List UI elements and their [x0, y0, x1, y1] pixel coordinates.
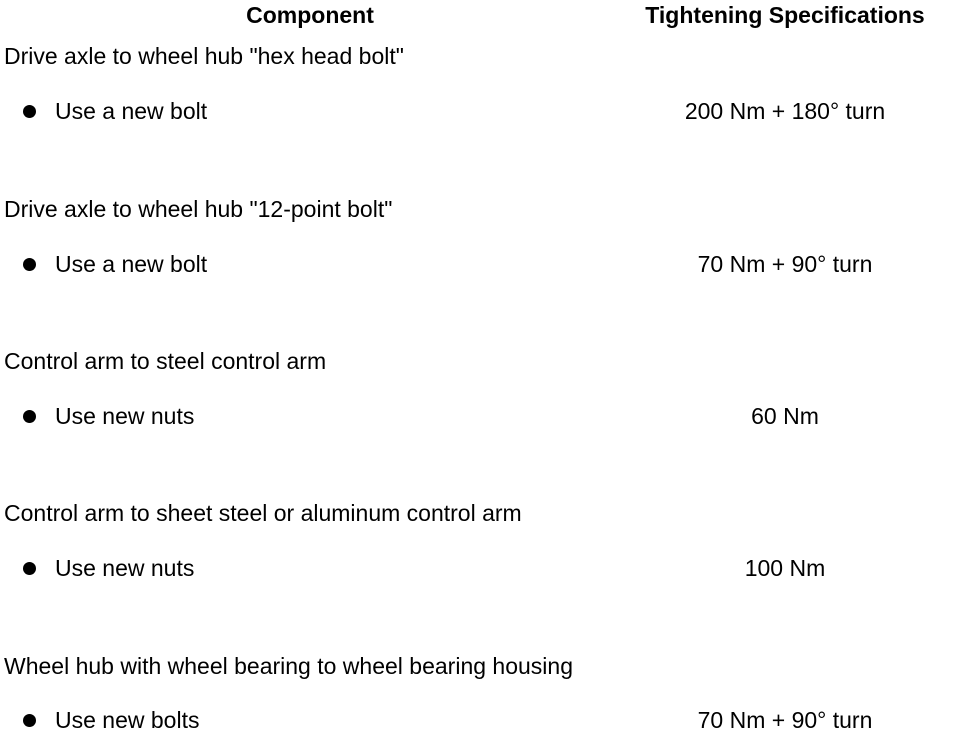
component-title: Drive axle to wheel hub "12-point bolt": [4, 196, 393, 222]
bullet-icon: [23, 562, 36, 575]
bullet-row: [0, 249, 960, 279]
bullet-icon: [23, 714, 36, 727]
component-title: Drive axle to wheel hub "hex head bolt": [4, 43, 404, 69]
bullet-row: [0, 705, 960, 735]
bullet-icon: [23, 258, 36, 271]
bullet-row: [0, 401, 960, 431]
bullet-text: Use a new bolt: [55, 98, 208, 124]
bullet-text: Use new nuts: [55, 555, 195, 581]
bullet-text: Use new nuts: [55, 403, 195, 429]
tightening-spec: 60 Nm: [751, 403, 819, 429]
bullet-text: Use a new bolt: [55, 251, 208, 277]
tightening-spec: 70 Nm + 90° turn: [697, 707, 873, 733]
tightening-spec: 100 Nm: [744, 555, 826, 581]
bullet-icon: [23, 410, 36, 423]
column-header-component: Component: [246, 2, 374, 28]
tightening-spec: 70 Nm + 90° turn: [697, 251, 873, 277]
bullet-text: Use new bolts: [55, 707, 200, 733]
component-title: Control arm to steel control arm: [4, 348, 327, 374]
component-title: Control arm to sheet steel or aluminum control arm: [4, 500, 522, 526]
bullet-row: [0, 553, 960, 583]
bullet-icon: [23, 105, 36, 118]
component-title: Wheel hub with wheel bearing to wheel bearing housing: [4, 653, 573, 679]
tightening-spec: 200 Nm + 180° turn: [684, 98, 886, 124]
column-header-specification: Tightening Specifications: [645, 2, 925, 28]
bullet-row: [0, 96, 960, 126]
